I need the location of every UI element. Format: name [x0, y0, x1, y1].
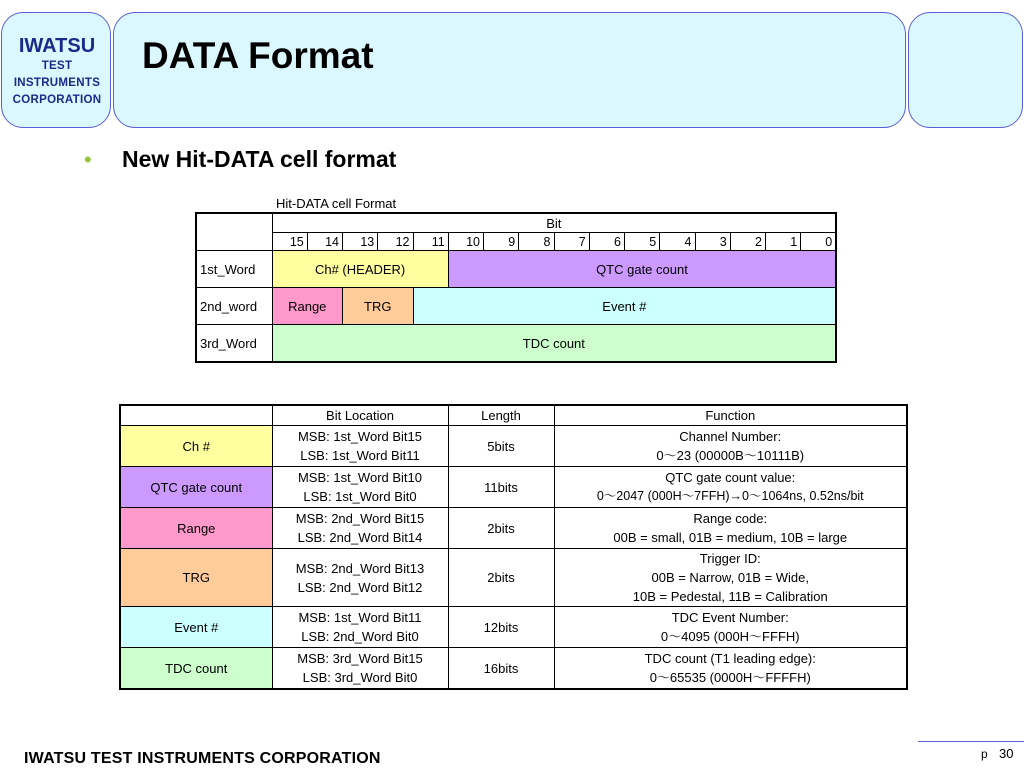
- bit-number: 4: [660, 233, 695, 251]
- format-table: [195, 212, 837, 363]
- bit-header: Bit: [272, 213, 836, 233]
- field-function: [554, 426, 907, 467]
- field-function: [554, 508, 907, 549]
- bit-location: [272, 607, 448, 648]
- field-name: Range: [120, 508, 272, 549]
- bit-number: 12: [378, 233, 413, 251]
- field-trg: TRG: [343, 288, 414, 325]
- lsb: LSB: 1st_Word Bit0: [303, 489, 417, 504]
- field-range: Range: [272, 288, 343, 325]
- field-function: [554, 467, 907, 508]
- lsb: LSB: 2nd_Word Bit14: [297, 530, 423, 545]
- field-name: QTC gate count: [120, 467, 272, 508]
- field-length: 12bits: [448, 607, 554, 648]
- field-name: Ch #: [120, 426, 272, 467]
- field-length: 11bits: [448, 467, 554, 508]
- bullet-text: New Hit-DATA cell format: [122, 146, 397, 172]
- function-line: 10B = Pedestal, 11B = Calibration: [632, 589, 828, 604]
- field-function: [554, 648, 907, 690]
- table-row: [120, 508, 907, 549]
- bit-location: [272, 426, 448, 467]
- bit-location: [272, 549, 448, 607]
- lsb: LSB: 3rd_Word Bit0: [302, 670, 418, 685]
- msb: MSB: 1st_Word Bit10: [297, 470, 423, 485]
- logo-panel: [1, 12, 111, 128]
- bit-number: 3: [695, 233, 730, 251]
- table-row: [120, 426, 907, 467]
- bit-number: 5: [625, 233, 660, 251]
- footer-brand: IWATSU TEST INSTRUMENTS CORPORATION: [24, 750, 381, 767]
- bit-number: 6: [589, 233, 624, 251]
- logo-line-iwatsu: IWATSU: [18, 35, 96, 57]
- format-table-corner: [196, 213, 272, 251]
- definition-header-row: [120, 405, 907, 426]
- bullet-icon: •: [84, 147, 92, 172]
- function-line: 00B = Narrow, 01B = Wide,: [651, 570, 810, 585]
- bit-number: 0: [801, 233, 836, 251]
- function-line: Trigger ID:: [699, 551, 761, 566]
- field-ch-header: Ch# (HEADER): [272, 251, 448, 288]
- function-line: Channel Number:: [679, 429, 782, 444]
- bit-number: 2: [730, 233, 765, 251]
- column-header: Function: [554, 405, 907, 426]
- field-event-number: Event #: [413, 288, 836, 325]
- logo-line-corporation: CORPORATION: [12, 94, 102, 106]
- table-row: [120, 467, 907, 508]
- format-row-word3: [196, 325, 836, 363]
- msb: MSB: 2nd_Word Bit13: [295, 560, 425, 576]
- function-line: 0～2047 (000H～7FFH)→0～1064ns, 0.52ns/bit: [596, 489, 864, 503]
- word-label: 1st_Word: [196, 251, 272, 288]
- lsb: LSB: 2nd_Word Bit0: [301, 629, 419, 644]
- function-line: Range code:: [693, 511, 768, 526]
- column-header: Bit Location: [272, 405, 448, 426]
- field-length: 2bits: [448, 508, 554, 549]
- bit-number: 8: [519, 233, 554, 251]
- definition-table-corner: [120, 405, 272, 426]
- bit-number: 11: [413, 233, 448, 251]
- field-function: [554, 607, 907, 648]
- lsb: LSB: 1st_Word Bit11: [300, 448, 420, 463]
- word-label: 2nd_word: [196, 288, 272, 325]
- definition-table: [119, 404, 908, 690]
- msb: MSB: 2nd_Word Bit15: [295, 511, 425, 526]
- function-line: TDC Event Number:: [671, 610, 789, 625]
- page-title: DATA Format: [142, 35, 374, 76]
- field-length: 5bits: [448, 426, 554, 467]
- field-name: Event #: [120, 607, 272, 648]
- function-line: 0～23 (00000B～10111B): [656, 448, 805, 463]
- bit-location: [272, 467, 448, 508]
- format-row-word2: [196, 288, 836, 325]
- footer-divider: [918, 741, 1024, 742]
- table-row: [120, 648, 907, 690]
- bit-number: 14: [307, 233, 342, 251]
- field-name: TDC count: [120, 648, 272, 690]
- bit-number: 9: [484, 233, 519, 251]
- logo-line-instruments: INSTRUMENTS: [13, 77, 101, 89]
- bit-number: 13: [343, 233, 378, 251]
- logo-line-test: TEST: [41, 60, 73, 72]
- table-row: [120, 549, 907, 607]
- field-qtc-gate-count: QTC gate count: [448, 251, 836, 288]
- function-line: 00B = small, 01B = medium, 10B = large: [613, 530, 848, 545]
- field-length: 16bits: [448, 648, 554, 690]
- bit-location: [272, 508, 448, 549]
- function-line: 0～4095 (000H～FFFH): [660, 629, 800, 644]
- msb: MSB: 3rd_Word Bit15: [297, 651, 423, 666]
- bit-number: 10: [448, 233, 483, 251]
- bit-number: 15: [272, 233, 307, 251]
- table-row: [120, 607, 907, 648]
- function-line: QTC gate count value:: [665, 470, 796, 485]
- field-name: TRG: [120, 549, 272, 607]
- function-line: 0～65535 (0000H～FFFFH): [649, 670, 811, 685]
- page-prefix: p: [981, 747, 988, 761]
- word-label: 3rd_Word: [196, 325, 272, 363]
- msb: MSB: 1st_Word Bit15: [297, 429, 423, 444]
- bit-location: [272, 648, 448, 690]
- column-header: Length: [448, 405, 554, 426]
- field-function: [554, 549, 907, 607]
- field-length: 2bits: [448, 549, 554, 607]
- msb: MSB: 1st_Word Bit11: [298, 610, 422, 625]
- field-tdc-count: TDC count: [272, 325, 836, 363]
- lsb: LSB: 2nd_Word Bit12: [297, 579, 423, 595]
- page-number: 30: [999, 746, 1014, 761]
- function-line: TDC count (T1 leading edge):: [644, 651, 816, 666]
- right-panel: [908, 12, 1023, 128]
- bit-number: 7: [554, 233, 589, 251]
- format-row-word1: [196, 251, 836, 288]
- bit-number: 1: [766, 233, 801, 251]
- format-table-caption: Hit-DATA cell Format: [276, 196, 397, 211]
